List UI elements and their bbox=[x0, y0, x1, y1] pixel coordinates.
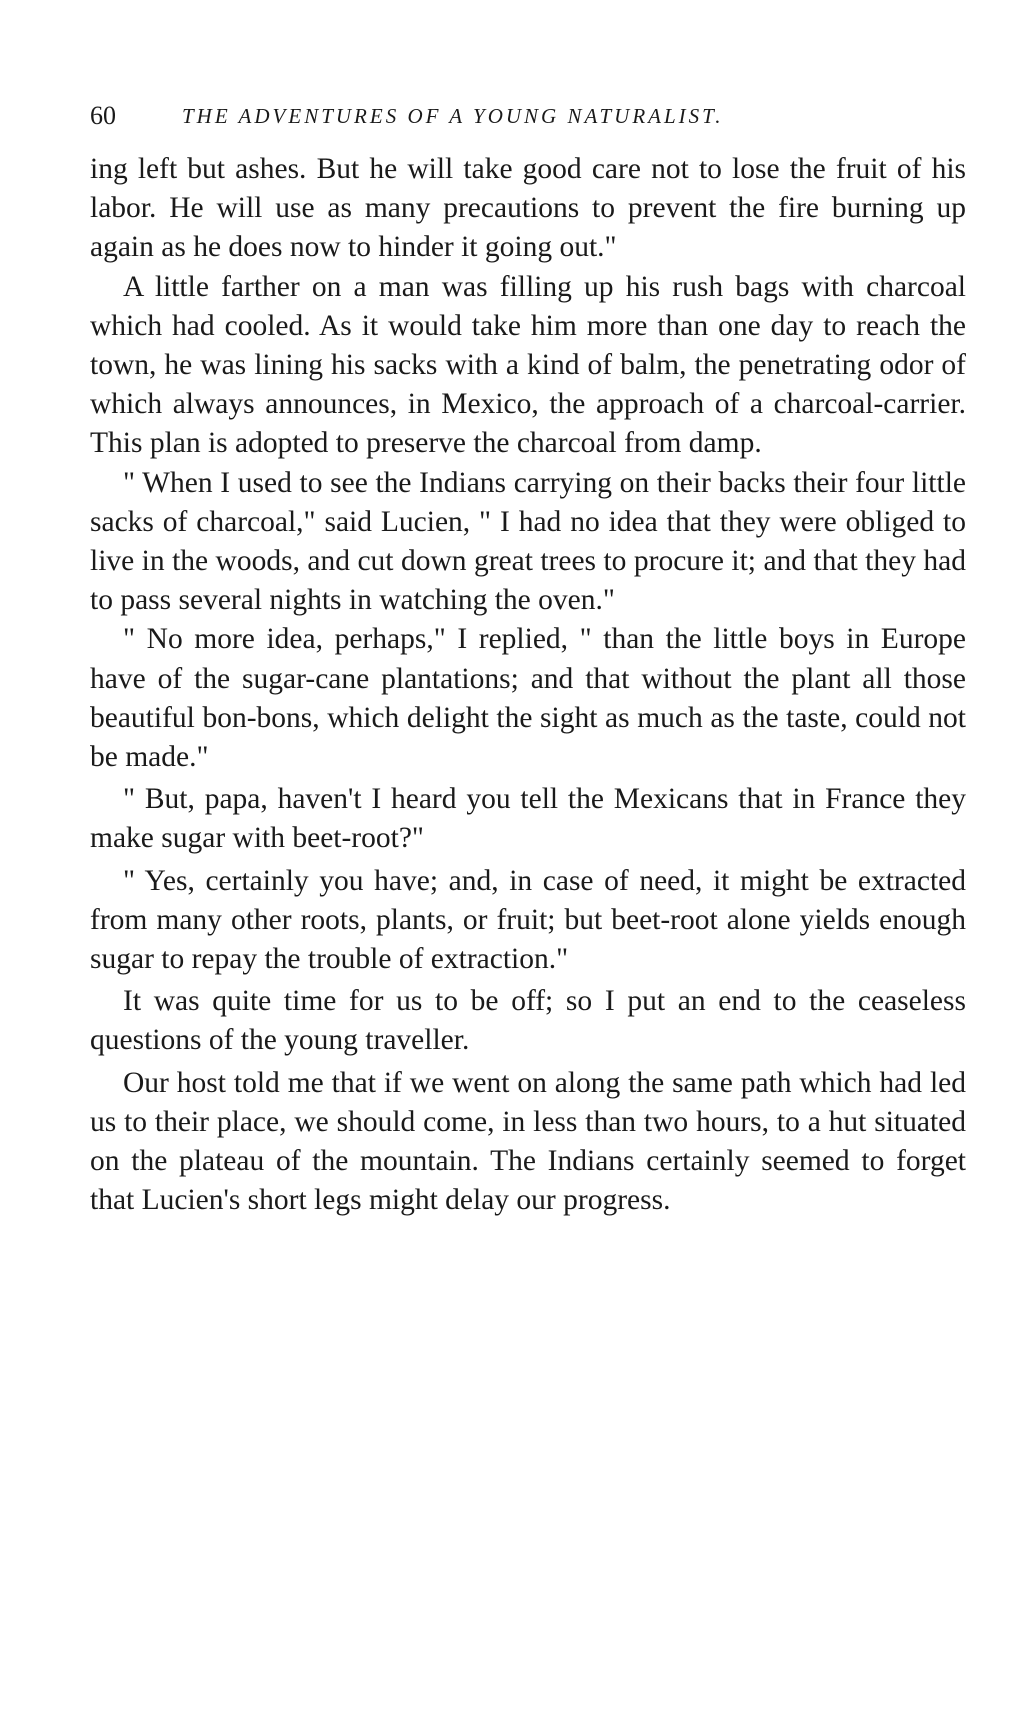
page-header bbox=[90, 96, 970, 136]
paragraph: " But, papa, haven't I heard you tell the Mexicans that in France they make sugar with beet-root?" bbox=[90, 783, 966, 855]
body-text bbox=[90, 150, 966, 1220]
paragraph: " Yes, certainly you have; and, in case of need, it might be extracted from many other roots, plants, or fruit; but beet-root alone yields enough sugar to repay the trouble of extraction." bbox=[90, 864, 966, 976]
paragraph: " When I used to see the Indians carrying on their backs their four little sacks of charcoal," said Lucien, " I had no idea that they were obliged to live in the woods, and cut down great trees to procure it; and that they had to pass several nights in watching the oven." bbox=[90, 466, 966, 617]
paragraph: ing left but ashes. But he will take good care not to lose the fruit of his labor. He will use as many precautions to prevent the fire burning up again as he does now to hinder it going out." bbox=[90, 153, 966, 264]
page-number: 60 bbox=[90, 101, 116, 130]
paragraph: " No more idea, perhaps," I replied, " than the little boys in Europe have of the sugar-cane plantations; and that without the plant all those beautiful bon-bons, which delight the sight as much as the taste, could not be made." bbox=[90, 623, 966, 774]
paragraph: Our host told me that if we went on along the same path which had led us to their place, we should come, in less than two hours, to a hut situated on the plateau of the mountain. The Indians certainly seemed to forget that Lucien's short legs might delay our progress. bbox=[90, 1066, 966, 1217]
paragraph: A little farther on a man was filling up his rush bags with charcoal which had cooled. As it would take him more than one day to reach the town, he was lining his sacks with a kind of balm, the penetrating odor of which always announces, in Mexico, the approach of a charcoal-carrier. This plan is adopted to preserve the charcoal from damp. bbox=[90, 270, 966, 460]
paragraph: It was quite time for us to be off; so I put an end to the ceaseless questions of the young traveller. bbox=[90, 985, 966, 1057]
running-title: THE ADVENTURES OF A YOUNG NATURALIST. bbox=[182, 104, 724, 128]
